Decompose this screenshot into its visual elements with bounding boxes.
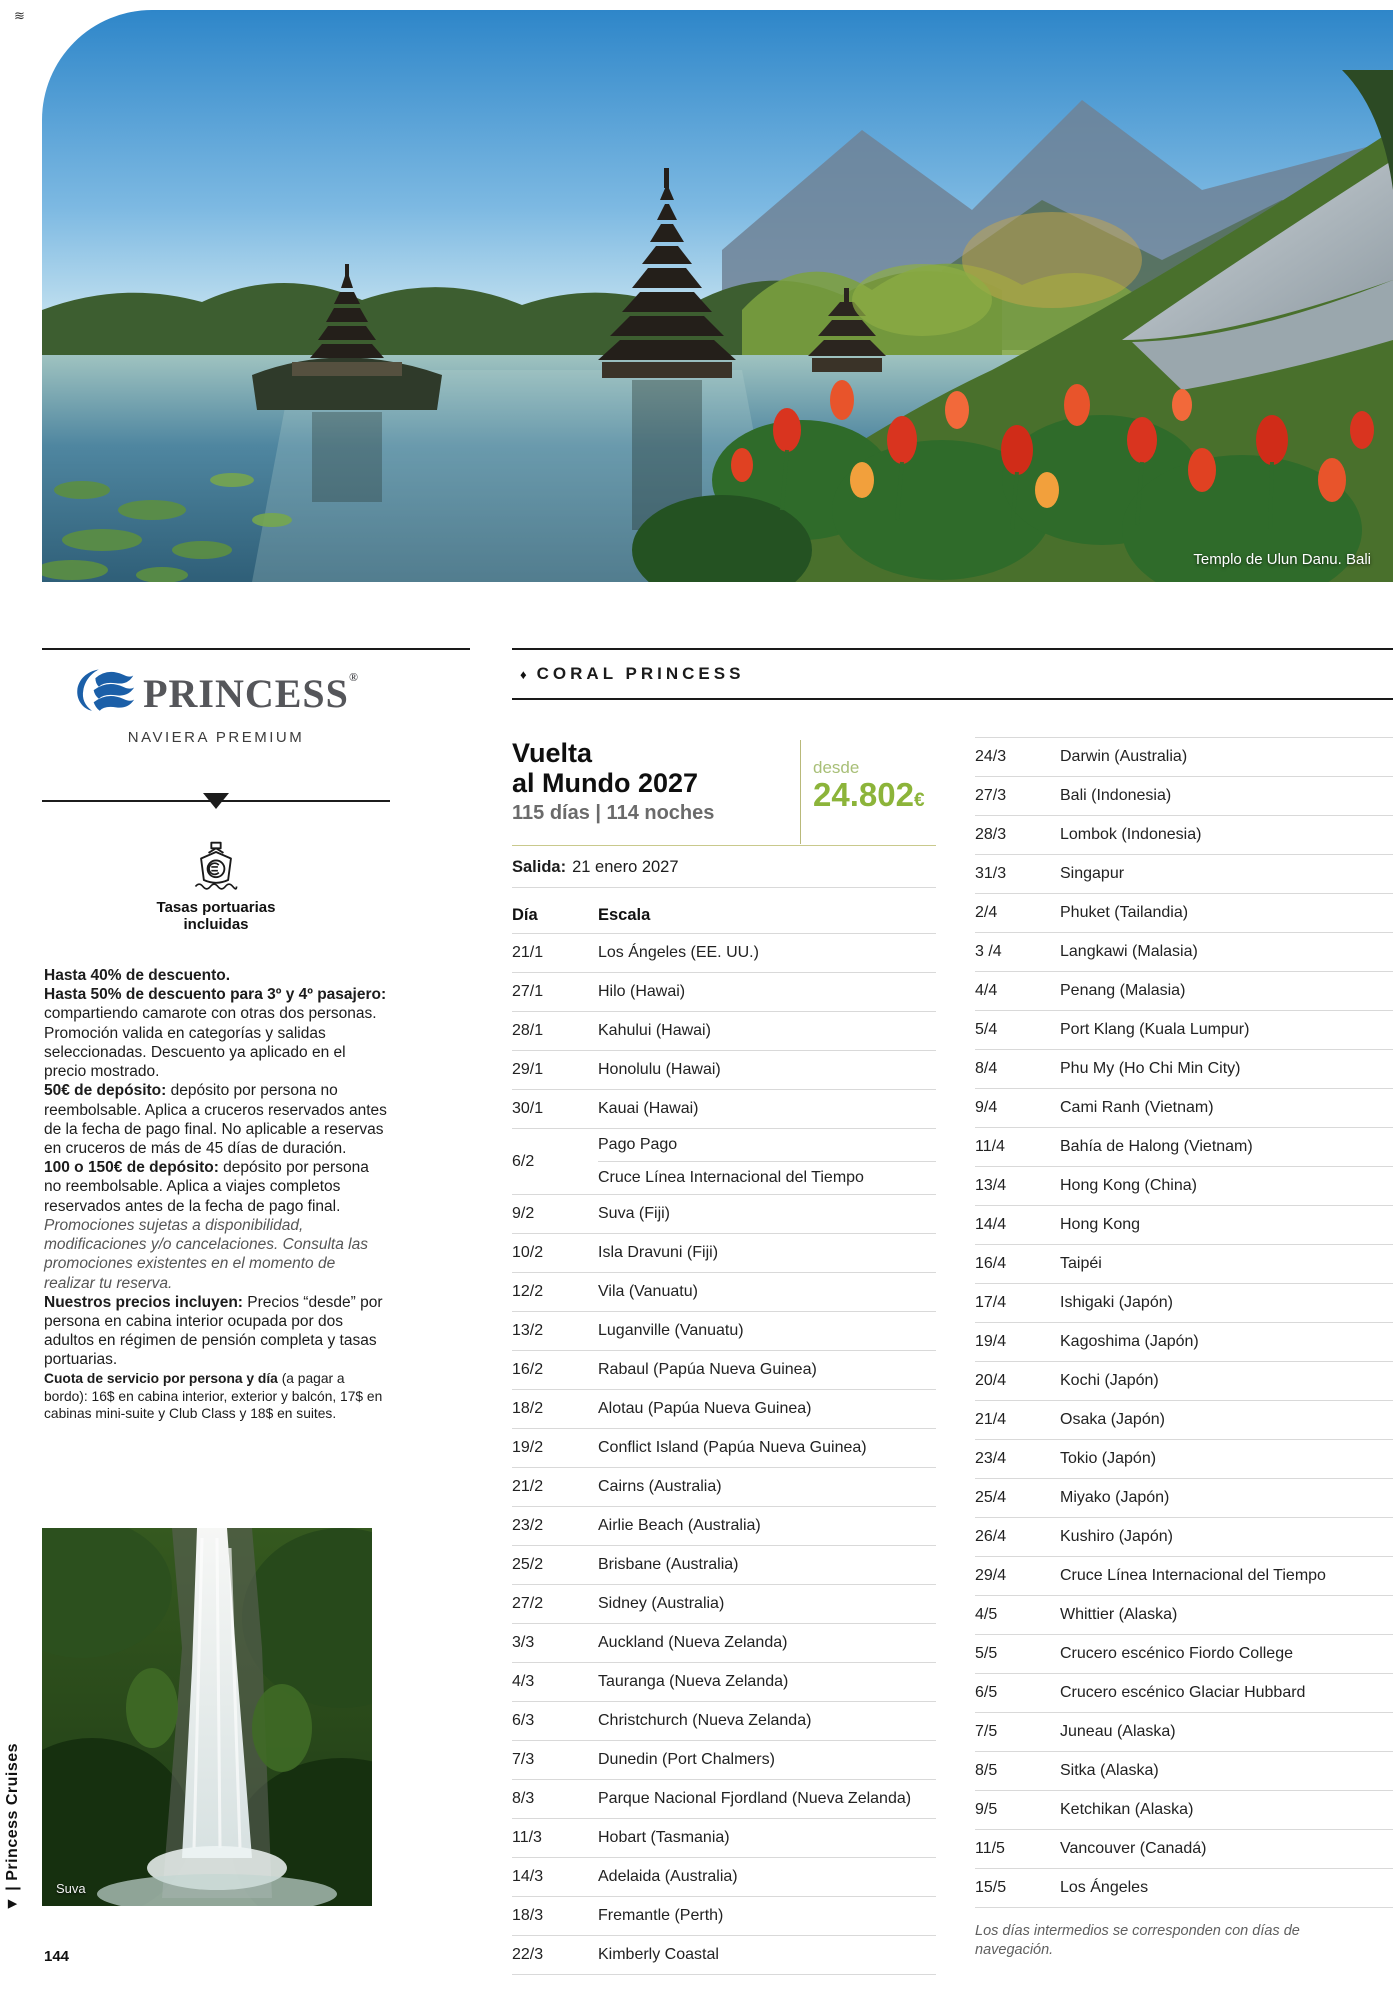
itinerary-row [512,1429,936,1468]
itinerary-port: Parque Nacional Fjordland (Nueva Zelanda) [598,1790,912,1807]
promo-paragraph-lead: Hasta 50% de descuento para 3º y 4º pasajero: [44,986,387,1004]
itinerary-port: Sitka (Alaska) [1060,1762,1159,1779]
itinerary-row [975,1323,1393,1362]
itinerary-day: 20/4 [975,1372,1007,1389]
itinerary-port: Phuket (Tailandia) [1060,904,1189,921]
promo-paragraph: 100 o 150€ de depósito: depósito por persona no reembolsable. Aplica a viajes completos reservados antes de la fecha de pago final. [44,1159,369,1215]
itinerary-day: 27/3 [975,787,1007,804]
itinerary-row [512,1780,936,1819]
itinerary-table-right [975,737,1393,1960]
itinerary-port: Hobart (Tasmania) [598,1829,730,1846]
service-fee-label: Cuota de servicio por persona y día [44,1370,278,1386]
itinerary-row [975,1167,1393,1206]
itinerary-row [512,1897,936,1936]
itinerary-day: 23/4 [975,1450,1007,1467]
itinerary-day: 24/3 [975,748,1007,765]
itinerary-row [512,1546,936,1585]
itinerary-row [512,1468,936,1507]
itinerary-day: 9/5 [975,1801,998,1818]
itinerary-day: 4/4 [975,982,998,999]
itinerary-port: Kushiro (Japón) [1060,1528,1173,1545]
hero-caption: Templo de Ulun Danu. Bali [1193,551,1371,568]
itinerary-port: Suva (Fiji) [598,1205,671,1222]
itinerary-port: Pago Pago [598,1136,678,1153]
itinerary-row [512,1351,936,1390]
itinerary-day: 15/5 [975,1879,1007,1896]
itinerary-port: Adelaida (Australia) [598,1868,738,1885]
triangle-down-icon [203,793,229,809]
service-fee-text: (a pagar a bordo): 16$ en cabina interior, exterior y balcón, 17$ en cabinas mini-suite y Club Class y 18$ en suites. [44,1370,383,1422]
itinerary-row [975,1440,1393,1479]
price-includes [44,1293,388,1370]
itinerary-row [512,934,936,973]
itinerary-port: Darwin (Australia) [1060,748,1188,765]
itinerary-row [512,1741,936,1780]
itinerary-day: 13/2 [512,1322,544,1339]
itinerary-row [975,738,1393,777]
princess-waves-icon [73,664,135,723]
itinerary-row [512,1090,936,1129]
itinerary-day: 21/2 [512,1478,544,1495]
itinerary-row [512,1234,936,1273]
itinerary-day: 26/4 [975,1528,1007,1545]
itinerary-row [512,1273,936,1312]
price-from-label: desde [813,758,860,777]
promo-paragraph-lead: Hasta 40% de descuento. [44,967,231,984]
price-value: 24.802€ [813,776,925,813]
itinerary-row [975,1596,1393,1635]
itinerary-header [512,900,936,934]
itinerary-port: Los Ángeles [1060,1879,1149,1896]
itinerary-port: Rabaul (Papúa Nueva Guinea) [598,1361,817,1378]
itinerary-row [975,1869,1393,1908]
itinerary-port: Juneau (Alaska) [1060,1723,1176,1740]
hero-image [42,10,1393,582]
itinerary-day: 25/4 [975,1489,1007,1506]
departure-line [512,858,936,888]
itinerary-day: 9/2 [512,1205,535,1222]
itinerary-row [975,1401,1393,1440]
itinerary-row [512,1507,936,1546]
itinerary-row [512,1936,936,1975]
itinerary-row [512,1663,936,1702]
itinerary-port: Airlie Beach (Australia) [598,1517,761,1534]
cruise-header [512,738,936,825]
page-number: 144 [44,1948,70,1965]
itinerary-row [512,1819,936,1858]
itinerary-day: 6/3 [512,1712,535,1729]
departure-date: 21 enero 2027 [572,858,679,876]
itinerary-row [975,1284,1393,1323]
itinerary-port: Cairns (Australia) [598,1478,722,1495]
ship-header [512,648,1393,700]
promo-paragraph [44,966,388,985]
itinerary-port: Sidney (Australia) [598,1595,725,1612]
itinerary-day: 12/2 [512,1283,544,1300]
itinerary-row [975,1245,1393,1284]
itinerary-day: 29/1 [512,1061,544,1078]
itinerary-day: 8/5 [975,1762,998,1779]
itinerary-row [975,1791,1393,1830]
waterfall-image [42,1528,372,1906]
itinerary-day: 21/1 [512,944,544,961]
itinerary-day: 8/4 [975,1060,998,1077]
itinerary-port: Ishigaki (Japón) [1060,1294,1173,1311]
itinerary-port: Hilo (Hawai) [598,983,686,1000]
price-currency: € [913,790,925,811]
itinerary-port: Honolulu (Hawai) [598,1061,721,1078]
itinerary-row [975,855,1393,894]
itinerary-row [512,1585,936,1624]
suva-waterfall-illustration [42,1528,372,1906]
itinerary-port: Crucero escénico Fiordo College [1060,1645,1293,1662]
itinerary-port: Bahía de Halong (Vietnam) [1060,1138,1253,1155]
itinerary-row [975,1089,1393,1128]
itinerary-day: 17/4 [975,1294,1007,1311]
itinerary-port: Vancouver (Canadá) [1060,1840,1207,1857]
itinerary-day: 22/3 [512,1946,544,1963]
itinerary-row [975,816,1393,855]
itinerary-row [975,1557,1393,1596]
itinerary-day: 7/5 [975,1723,998,1740]
itinerary-day: 5/4 [975,1021,998,1038]
itinerary-port: Alotau (Papúa Nueva Guinea) [598,1400,812,1417]
itinerary-port: Osaka (Japón) [1060,1411,1165,1428]
itinerary-row [512,1702,936,1741]
itinerary-port: Phu My (Ho Chi Min City) [1060,1060,1241,1077]
itinerary-row [975,1128,1393,1167]
itinerary-day: 19/2 [512,1439,544,1456]
corner-mark: ≋ [14,8,25,23]
ship-euro-icon [188,881,244,898]
promo-fine-print: Promociones sujetas a disponibilidad, modificaciones y/o cancelaciones. Consulta las promociones existentes en el momento de realizar tu reserva. [44,1216,368,1292]
itinerary-day: 6/5 [975,1684,998,1701]
itinerary-port: Dunedin (Port Chalmers) [598,1751,775,1768]
itinerary-port: Penang (Malasia) [1060,982,1186,999]
itinerary-row [975,1362,1393,1401]
promo-paragraph-lead: 100 o 150€ de depósito: [44,1159,219,1177]
itinerary-row [975,1011,1393,1050]
itinerary-port: Cami Ranh (Vietnam) [1060,1099,1214,1116]
itinerary-rows-right [975,738,1393,1908]
itinerary-day: 18/2 [512,1400,544,1417]
itinerary-port: Luganville (Vanuatu) [598,1322,744,1339]
itinerary-port: Lombok (Indonesia) [1060,826,1202,843]
olive-rule [512,845,936,846]
itinerary-port: Vila (Vanuatu) [598,1283,698,1300]
left-top-rule [42,648,470,650]
itinerary-port: Fremantle (Perth) [598,1907,724,1924]
service-fee [44,1370,388,1424]
itinerary-row [975,1830,1393,1869]
itinerary-day: 7/3 [512,1751,535,1768]
badge-line1: Tasas portuarias [156,899,276,916]
itinerary-row [975,1206,1393,1245]
promo-paragraph: Hasta 50% de descuento para 3º y 4º pasajero: compartiendo camarote con otras dos personas. Promoción valida en categorías y salidas seleccionadas. Descuento ya aplicado en el precio mostrado. [44,986,387,1081]
itinerary-day: 11/4 [975,1138,1005,1155]
itinerary-day: 25/2 [512,1556,544,1573]
itinerary-day: 31/3 [975,865,1007,882]
itinerary-day: 11/5 [975,1840,1005,1857]
itinerary-port: Whittier (Alaska) [1060,1606,1178,1623]
badge-line2: incluidas [183,916,249,934]
itinerary-port: Port Klang (Kuala Lumpur) [1060,1021,1250,1038]
itinerary-port: Cruce Línea Internacional del Tiempo [1060,1567,1326,1584]
brand-block [42,664,390,746]
itinerary-port: Isla Dravuni (Fiji) [598,1244,719,1261]
itinerary-port: Kauai (Hawai) [598,1100,699,1117]
itinerary-day: 14/4 [975,1216,1007,1233]
itinerary-row [512,973,936,1012]
itinerary-day: 16/2 [512,1361,544,1378]
price-includes-text: Precios “desde” por persona en cabina interior ocupada por dos adultos en régimen de pensión completa y tasas portuarias. [44,1293,383,1369]
col-port-header: Escala [598,906,651,924]
cruise-title: Vuelta al Mundo 2027 [512,738,699,799]
itinerary-row [975,1674,1393,1713]
itinerary-port: Christchurch (Nueva Zelanda) [598,1712,812,1729]
brand-subtitle: NAVIERA PREMIUM [127,729,305,746]
itinerary-day: 27/2 [512,1595,544,1612]
promo-paragraph-lead: 50€ de depósito: [44,1082,167,1100]
itinerary-rows-left [512,934,936,1975]
itinerary-row [512,1195,936,1234]
itinerary-port: Hong Kong (China) [1060,1177,1197,1194]
bali-temple-illustration [42,10,1393,582]
itinerary-row [975,1518,1393,1557]
itinerary-day: 6/2 [512,1152,535,1170]
brand-name: PRINCESS® [143,670,359,716]
waterfall-caption: Suva [56,1881,86,1896]
itinerary-day: 3/3 [512,1634,535,1651]
itinerary-day: 9/4 [975,1099,998,1116]
itinerary-port: Kahului (Hawai) [598,1022,711,1039]
itinerary-day: 11/3 [512,1829,542,1846]
itinerary-port: Kagoshima (Japón) [1060,1333,1199,1350]
itinerary-day: 28/3 [975,826,1007,843]
itinerary-port: Taipéi [1060,1255,1102,1272]
itinerary-day: 5/5 [975,1645,998,1662]
itinerary-port: Tokio (Japón) [1060,1450,1157,1467]
itinerary-row [975,777,1393,816]
itinerary-port: Brisbane (Australia) [598,1556,739,1573]
promo-text [44,966,388,1423]
itinerary-day: 28/1 [512,1022,544,1039]
itinerary-row [512,1858,936,1897]
itinerary-day: 4/5 [975,1606,998,1623]
itinerary-port: Cruce Línea Internacional del Tiempo [598,1161,936,1194]
port-fees-badge [42,838,390,934]
itinerary-day: 23/2 [512,1517,544,1534]
itinerary-port: Langkawi (Malasia) [1060,943,1198,960]
itinerary-day: 13/4 [975,1177,1007,1194]
col-day-header: Día [512,906,538,924]
price-box [800,740,936,844]
itinerary-port: Singapur [1060,865,1125,882]
itinerary-port: Conflict Island (Papúa Nueva Guinea) [598,1439,867,1456]
itinerary-row [512,1390,936,1429]
itinerary-day: 10/2 [512,1244,544,1261]
itinerary-day: 8/3 [512,1790,535,1807]
itinerary-row [512,1012,936,1051]
itinerary-port: Crucero escénico Glaciar Hubbard [1060,1684,1306,1701]
departure-label: Salida: [512,858,567,876]
itinerary-day: 2/4 [975,904,998,921]
itinerary-row [975,1752,1393,1791]
cruise-duration: 115 días | 114 noches [512,802,715,825]
itinerary-port: Kochi (Japón) [1060,1372,1159,1389]
itinerary-port: Tauranga (Nueva Zelanda) [598,1673,789,1690]
promo-paragraph: 50€ de depósito: depósito por persona no reembolsable. Aplica a cruceros reservados antes de la fecha de pago final. No aplicable a reservas en cruceros de más de 45 días de duración. [44,1082,387,1157]
itinerary-row [975,972,1393,1011]
ship-name: CORAL PRINCESS [536,664,745,683]
itinerary-row [975,1050,1393,1089]
itinerary-row [512,1051,936,1090]
itinerary-day: 19/4 [975,1333,1007,1350]
itinerary-day: 4/3 [512,1673,535,1690]
itinerary-row [975,1635,1393,1674]
itinerary-port: Auckland (Nueva Zelanda) [598,1634,788,1651]
itinerary-day: 30/1 [512,1100,544,1117]
itinerary-row [975,933,1393,972]
itinerary-port: Ketchikan (Alaska) [1060,1801,1194,1818]
itinerary-port: Los Ángeles (EE. UU.) [598,944,759,961]
itinerary-port: Miyako (Japón) [1060,1489,1170,1506]
promo-paragraphs [44,966,388,1216]
itinerary-port: Bali (Indonesia) [1060,787,1172,804]
itinerary-note: Los días intermedios se corresponden con días de navegación. [975,1923,1300,1958]
diamond-icon: ♦ [520,666,527,682]
itinerary-day: 21/4 [975,1411,1007,1428]
itinerary-row [975,894,1393,933]
trademark: ® [348,670,359,684]
itinerary-day: 29/4 [975,1567,1007,1584]
side-label: ▼ | Princess Cruises [4,1742,21,1912]
itinerary-row [975,1713,1393,1752]
itinerary-row [512,1129,936,1195]
itinerary-row [975,1479,1393,1518]
itinerary-day: 18/3 [512,1907,544,1924]
itinerary-day: 3 /4 [975,943,1002,960]
itinerary-row [512,1312,936,1351]
itinerary-day: 14/3 [512,1868,544,1885]
triangle-divider [42,800,390,802]
itinerary-port: Kimberly Coastal [598,1946,719,1963]
price-includes-label: Nuestros precios incluyen: [44,1293,243,1311]
itinerary-port: Hong Kong [1060,1216,1141,1233]
itinerary-row [512,1624,936,1663]
itinerary-table-left [512,900,936,1975]
itinerary-day: 16/4 [975,1255,1007,1272]
itinerary-day: 27/1 [512,983,544,1000]
